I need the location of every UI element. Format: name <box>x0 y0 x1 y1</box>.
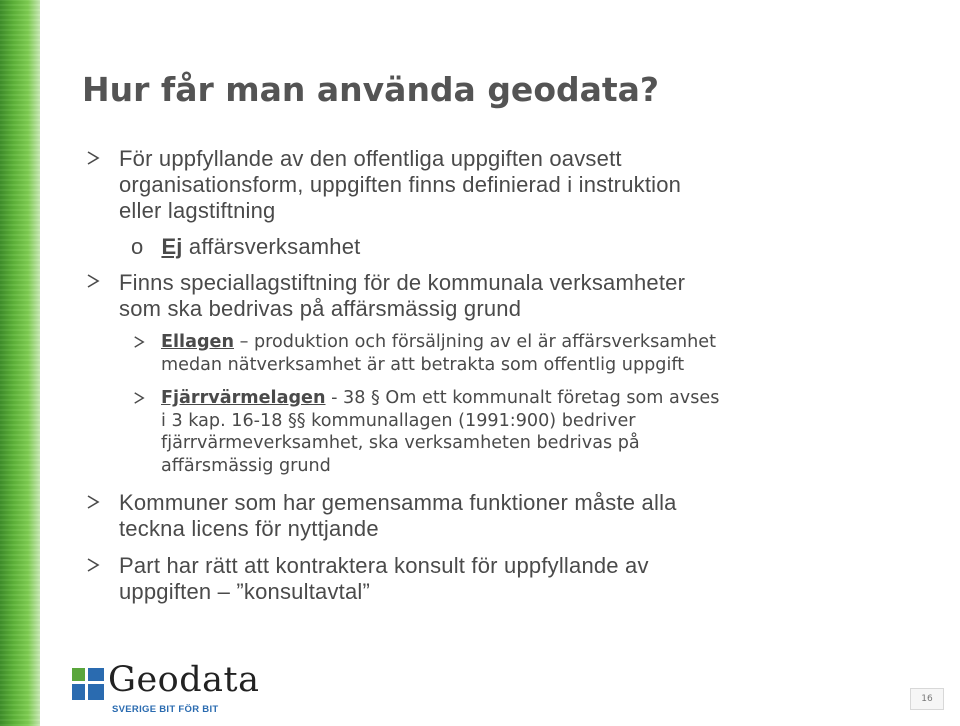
arrow-bullet-icon <box>86 495 100 509</box>
bullet-item <box>119 270 685 322</box>
bullet-text-line: teckna licens för nyttjande <box>119 516 379 541</box>
sub-bullet-item <box>131 234 360 260</box>
emphasis-text: Fjärrvärmelagen <box>161 388 326 408</box>
page-number: 16 <box>910 688 944 710</box>
emphasis-text: Ellagen <box>161 332 235 352</box>
bullet-text-line: uppgiften – ”konsultavtal” <box>119 579 371 604</box>
sub-bullet-item <box>161 387 719 477</box>
bullet-text-line: Part har rätt att kontraktera konsult för uppfyllande av <box>119 553 649 578</box>
arrow-bullet-icon <box>133 336 145 348</box>
sub-bullet-text: – produktion och försäljning av el är affärsverksamhet <box>234 332 717 352</box>
sub-bullet-text: affärsmässig grund <box>161 455 331 476</box>
logo-wordmark: Geodata <box>108 660 260 700</box>
arrow-bullet-icon <box>86 151 100 165</box>
sub-bullet-text: affärsverksamhet <box>182 234 361 259</box>
bullet-text-line: organisationsform, uppgiften finns definierad i instruktion <box>119 172 682 197</box>
geodata-cross-icon <box>72 668 104 700</box>
sub-bullet-text: medan nätverksamhet är att betrakta som offentlig uppgift <box>161 354 685 375</box>
bullet-text-line: som ska bedrivas på affärsmässig grund <box>119 296 522 321</box>
geodata-logo <box>72 660 272 720</box>
bullet-item <box>119 490 677 542</box>
slide-title: Hur får man använda geodata? <box>82 70 660 109</box>
logo-tagline: SVERIGE BIT FÖR BIT <box>112 704 219 715</box>
bullet-text-line: eller lagstiftning <box>119 198 276 223</box>
arrow-bullet-icon <box>86 558 100 572</box>
sub-bullet-item <box>161 331 716 376</box>
bullet-item <box>119 146 681 224</box>
arrow-bullet-icon <box>133 392 145 404</box>
bullet-text-line: För uppfyllande av den offentliga uppgiften oavsett <box>119 146 622 171</box>
arrow-bullet-icon <box>86 274 100 288</box>
sub-bullet-text: fjärrvärmeverksamhet, ska verksamheten bedrivas på <box>161 433 640 453</box>
circle-bullet-marker: o <box>131 234 144 259</box>
bullet-text-line: Finns speciallagstiftning för de kommunala verksamheter <box>119 270 686 295</box>
emphasis-text: Ej <box>161 234 183 259</box>
left-decorative-bar <box>0 0 40 726</box>
sub-bullet-text: - 38 § Om ett kommunalt företag som avses <box>325 388 720 408</box>
bullet-item <box>119 553 649 605</box>
bullet-text-line: Kommuner som har gemensamma funktioner måste alla <box>119 490 677 515</box>
sub-bullet-text: i 3 kap. 16-18 §§ kommunallagen (1991:900) bedriver <box>161 410 636 431</box>
